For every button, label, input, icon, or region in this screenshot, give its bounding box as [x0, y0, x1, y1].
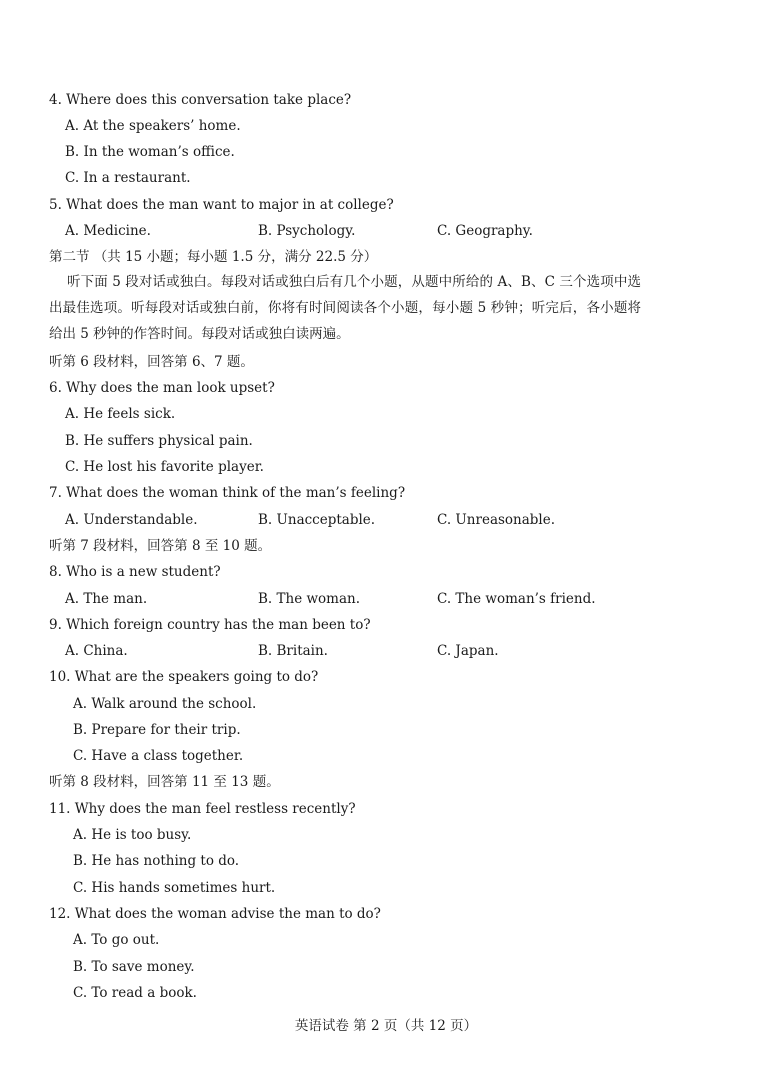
question-4-stem: 4. Where does this conversation take place? [49, 92, 352, 108]
question-6-option-c: C. He lost his favorite player. [65, 459, 264, 475]
question-7-option-a: A. Understandable. [65, 512, 198, 528]
question-10-option-a: A. Walk around the school. [73, 696, 257, 712]
question-4-option-b: B. In the woman’s office. [65, 144, 235, 160]
question-9-options [0, 642, 772, 660]
question-12-stem: 12. What does the woman advise the man to do? [49, 906, 381, 922]
question-9-stem: 9. Which foreign country has the man been to? [49, 617, 371, 633]
question-12-option-c: C. To read a book. [73, 985, 197, 1001]
question-9-option-a: A. China. [65, 643, 128, 659]
question-8-options [0, 590, 772, 608]
page-footer: 英语试卷 第 2 页（共 12 页） [294, 1018, 478, 1034]
question-7-options [0, 511, 772, 529]
question-9-option-b: B. Britain. [258, 643, 328, 659]
question-5-option-b: B. Psychology. [258, 223, 356, 239]
question-8-stem: 8. Who is a new student? [49, 564, 221, 580]
question-11-option-b: B. He has nothing to do. [73, 853, 240, 869]
question-7-stem: 7. What does the woman think of the man’s feeling? [49, 485, 406, 501]
question-7-option-c: C. Unreasonable. [437, 512, 556, 528]
question-7-option-b: B. Unacceptable. [258, 512, 376, 528]
question-5-option-a: A. Medicine. [65, 223, 151, 239]
question-5-option-c: C. Geography. [437, 223, 533, 239]
section-instructions: 听下面 5 段对话或独白。每段对话或独白后有几个小题，从题中所给的 A、B、C 三个选项中选出最佳选项。听每段对话或独白前，你将有时间阅读各个小题，每小题 5 秒钟；听完后，各小题将给出 5 秒钟的作答时间。每段对话或独白读两遍。 [49, 274, 641, 343]
question-6-option-a: A. He feels sick. [65, 406, 176, 422]
question-10-stem: 10. What are the speakers going to do? [49, 669, 319, 685]
question-6-stem: 6. Why does the man look upset? [49, 380, 275, 396]
question-8-option-c: C. The woman’s friend. [437, 591, 596, 607]
question-8-option-b: B. The woman. [258, 591, 361, 607]
question-9-option-c: C. Japan. [437, 643, 499, 659]
material-6-heading: 听第 6 段材料，回答第 6、7 题。 [49, 354, 254, 370]
question-10-option-c: C. Have a class together. [73, 748, 244, 764]
question-4-option-a: A. At the speakers’ home. [65, 118, 241, 134]
question-8-option-a: A. The man. [65, 591, 148, 607]
question-10-option-b: B. Prepare for their trip. [73, 722, 241, 738]
question-5-options [0, 222, 772, 240]
material-8-heading: 听第 8 段材料，回答第 11 至 13 题。 [49, 774, 280, 790]
question-11-stem: 11. Why does the man feel restless recently? [49, 801, 356, 817]
question-11-option-c: C. His hands sometimes hurt. [73, 880, 276, 896]
section-title: 第二节 （共 15 小题；每小题 1.5 分，满分 22.5 分） [49, 249, 378, 265]
question-5-stem: 5. What does the man want to major in at college? [49, 197, 394, 213]
question-11-option-a: A. He is too busy. [73, 827, 192, 843]
question-4-option-c: C. In a restaurant. [65, 170, 191, 186]
question-12-option-b: B. To save money. [73, 959, 195, 975]
question-12-option-a: A. To go out. [73, 932, 160, 948]
question-6-option-b: B. He suffers physical pain. [65, 433, 253, 449]
material-7-heading: 听第 7 段材料，回答第 8 至 10 题。 [49, 538, 272, 554]
